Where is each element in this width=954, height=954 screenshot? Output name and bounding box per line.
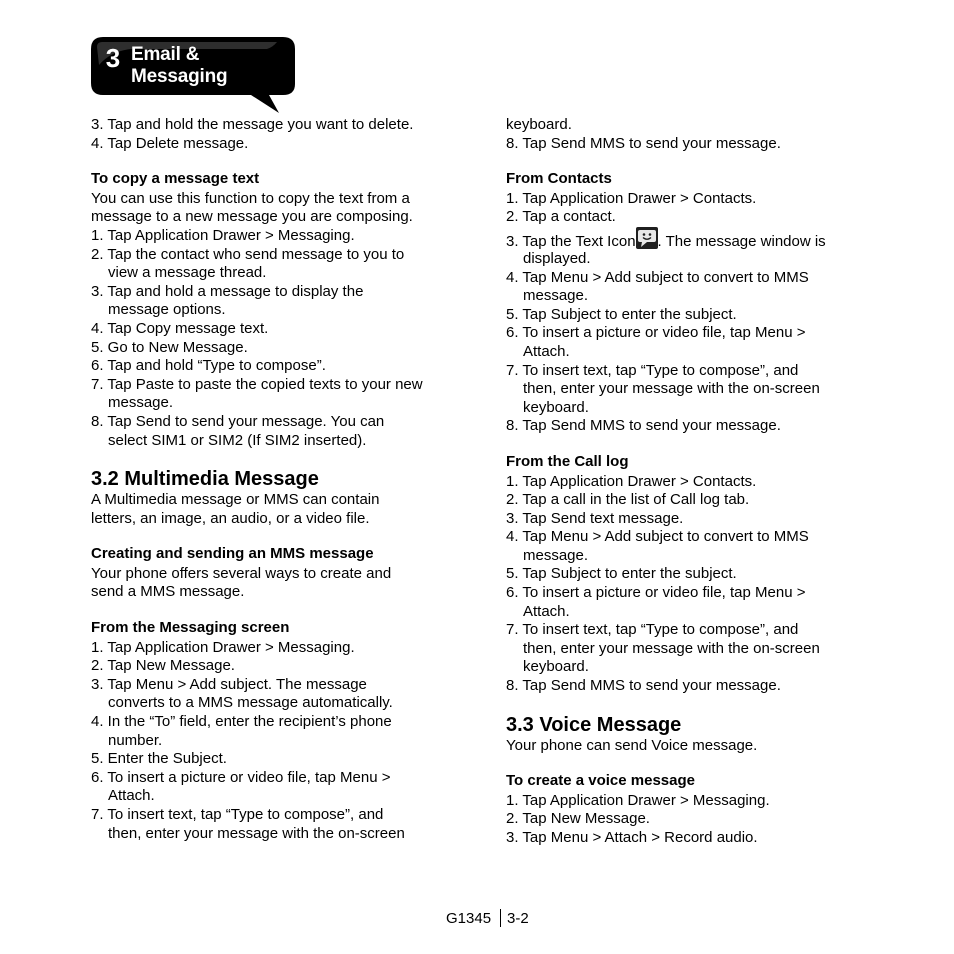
continued-text [506,116,866,135]
list-item: 7. To insert text, tap “Type to compose”, and [91,806,384,823]
text-line: You can use this function to copy the text from a [91,189,410,207]
list-item: 7. To insert text, tap “Type to compose”, and [506,621,799,639]
list-item: 6. Tap and hold “Type to compose”. [91,357,326,375]
list-item: 8. Tap Send MMS to send your message. [506,677,781,695]
list-item-continuation: message options. [108,301,226,319]
list-item-continuation: Attach. [108,787,155,805]
list-item: 2. Tap the contact who send message to you to [91,245,405,263]
list-item: 7. Tap Paste to paste the copied texts to your new [91,375,423,393]
send-mms-step: 8. Tap Send MMS to send your message. [506,134,781,152]
list-item: 5. Tap Subject to enter the subject. [506,565,737,583]
list-item: 6. To insert a picture or video file, tap Menu > [91,768,391,786]
chapter-badge [91,37,295,115]
list-item-continuation: keyboard. [523,658,589,676]
list-item: 1. Tap Application Drawer > Messaging. [91,638,355,656]
list-item: 5. Enter the Subject. [91,750,227,768]
contacts-heading: From Contacts [506,170,612,188]
right-column [506,116,866,848]
mms-intro [91,491,459,528]
contacts-steps-continued [506,269,866,436]
messaging-heading: From the Messaging screen [91,619,290,637]
footer-divider [500,909,501,927]
list-item: 5. Go to New Message. [91,338,248,356]
chapter-number: 3 [105,43,121,73]
list-item: 6. To insert a picture or video file, tap Menu > [506,324,806,342]
voice-section-title: 3.3 Voice Message [506,713,682,736]
page-footer [446,909,529,928]
list-item: 7. To insert text, tap “Type to compose”, and [506,361,799,379]
list-item: 4. Tap Menu > Add subject to convert to MMS [506,268,809,286]
list-item: 2. Tap a contact. [506,208,616,226]
list-item: 1. Tap Application Drawer > Messaging. [91,226,355,244]
list-item: 3. Tap Menu > Attach > Record audio. [506,829,758,846]
text-icon-step-cont: displayed. [523,249,591,267]
calllog-steps [506,473,866,696]
list-item: 8. Tap Send to send your message. You can [91,412,385,430]
text-icon-step-before: 3. Tap the Text Icon [506,232,636,250]
list-item: 6. To insert a picture or video file, tap Menu > [506,584,806,602]
text-line: keyboard. [506,116,572,133]
list-item: 4. Tap Copy message text. [91,319,269,337]
model-number: G1345 [446,910,492,927]
list-item-continuation: message. [523,546,589,564]
list-item: 2. Tap New Message. [506,810,650,828]
message-smiley-icon [636,227,658,249]
list-item: 4. Tap Menu > Add subject to convert to MMS [506,528,809,546]
text-line: 3. Tap and hold the message you want to delete. [91,116,414,133]
list-item: 1. Tap Application Drawer > Contacts. [506,472,757,490]
list-item: 2. Tap a call in the list of Call log tab. [506,491,750,509]
text-icon-step-after: . The message window is [657,232,826,250]
list-item-continuation: select SIM1 or SIM2 (If SIM2 inserted). [108,431,367,449]
create-heading: Creating and sending an MMS message [91,545,374,563]
mms-section-title: 3.2 Multimedia Message [91,468,319,491]
list-item-continuation: message. [108,394,174,412]
list-item: 2. Tap New Message. [91,657,235,675]
list-item: 4. In the “To” field, enter the recipient’s phone [91,713,392,731]
create-intro [91,565,459,602]
list-item-continuation: converts to a MMS message automatically. [108,694,393,712]
list-item: 8. Tap Send MMS to send your message. [506,417,781,435]
list-item: 3. Tap Menu > Add subject. The message [91,675,367,693]
list-item-continuation: then, enter your message with the on-screen [108,824,405,842]
list-item: 3. Tap and hold a message to display the [91,282,364,300]
list-item: 1. Tap Application Drawer > Contacts. [506,189,757,207]
list-item: 5. Tap Subject to enter the subject. [506,305,737,323]
messaging-steps [91,639,459,844]
list-item: 1. Tap Application Drawer > Messaging. [506,791,770,809]
list-item-continuation: then, enter your message with the on-screen [523,380,820,398]
text-line: Your phone can send Voice message. [506,736,758,754]
list-item: 3. Tap Send text message. [506,509,684,527]
chapter-title-line2: Messaging [131,66,228,87]
text-line: message to a new message you are composing. [91,208,413,226]
list-item-continuation: number. [108,731,163,749]
chapter-title-line1: Email & [131,44,200,65]
list-item-continuation: keyboard. [523,398,589,416]
delete-steps [91,116,459,153]
page-number: 3-2 [507,910,529,927]
copy-heading: To copy a message text [91,170,260,188]
list-item-continuation: message. [523,287,589,305]
left-column [91,116,459,843]
text-line: 4. Tap Delete message. [91,134,249,152]
calllog-heading: From the Call log [506,452,629,470]
list-item-continuation: view a message thread. [108,264,267,282]
contacts-steps [506,190,866,227]
voice-intro [506,737,866,756]
copy-intro [91,190,459,227]
list-item-continuation: Attach. [523,602,570,620]
text-line: send a MMS message. [91,583,245,601]
list-item-continuation: then, enter your message with the on-screen [523,639,820,657]
voice-subheading: To create a voice message [506,772,695,790]
voice-steps [506,792,866,848]
list-item-continuation: Attach. [523,342,570,360]
text-line: Your phone offers several ways to create and [91,564,392,582]
text-line: letters, an image, an audio, or a video file. [91,509,370,527]
text-line: A Multimedia message or MMS can contain [91,491,380,509]
copy-steps [91,227,459,450]
